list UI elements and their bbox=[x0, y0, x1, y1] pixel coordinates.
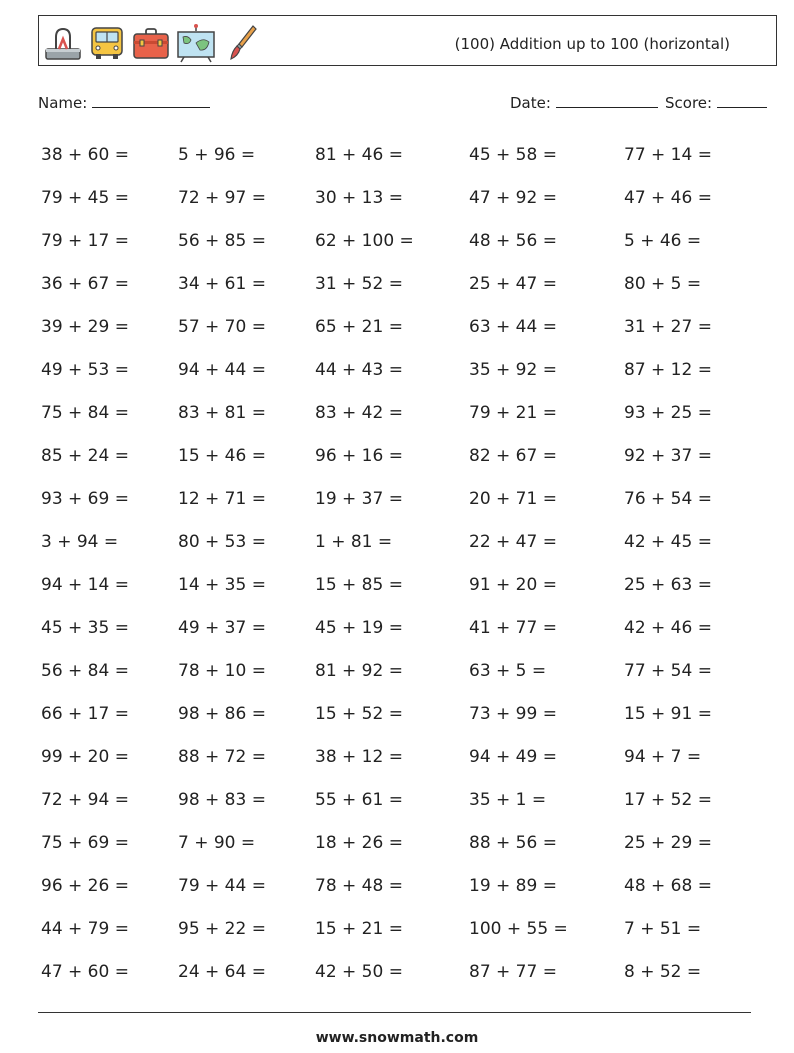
problem-item: 77 + 54 = bbox=[624, 660, 712, 681]
problem-item: 8 + 52 = bbox=[624, 961, 702, 982]
problem-item: 42 + 50 = bbox=[315, 961, 403, 982]
problem-item: 79 + 21 = bbox=[469, 402, 557, 423]
problem-item: 63 + 44 = bbox=[469, 316, 557, 337]
problem-item: 38 + 60 = bbox=[41, 144, 129, 165]
problem-item: 98 + 83 = bbox=[178, 789, 266, 810]
problem-item: 15 + 91 = bbox=[624, 703, 712, 724]
problem-item: 41 + 77 = bbox=[469, 617, 557, 638]
problem-row bbox=[41, 176, 724, 219]
problem-item: 15 + 52 = bbox=[315, 703, 403, 724]
problem-item: 94 + 14 = bbox=[41, 574, 129, 595]
problem-row bbox=[41, 305, 724, 348]
problem-item: 25 + 29 = bbox=[624, 832, 712, 853]
problem-item: 19 + 37 = bbox=[315, 488, 403, 509]
problem-item: 96 + 26 = bbox=[41, 875, 129, 896]
problem-item: 98 + 86 = bbox=[178, 703, 266, 724]
problem-item: 83 + 81 = bbox=[178, 402, 266, 423]
problem-item: 47 + 92 = bbox=[469, 187, 557, 208]
problem-item: 56 + 84 = bbox=[41, 660, 129, 681]
problem-item: 63 + 5 = bbox=[469, 660, 547, 681]
problem-item: 31 + 27 = bbox=[624, 316, 712, 337]
problem-row bbox=[41, 133, 724, 176]
paintbrush-icon bbox=[223, 23, 263, 63]
problem-row bbox=[41, 434, 724, 477]
problem-item: 82 + 67 = bbox=[469, 445, 557, 466]
problem-item: 45 + 58 = bbox=[469, 144, 557, 165]
score-blank[interactable] bbox=[717, 93, 767, 108]
problem-item: 81 + 92 = bbox=[315, 660, 403, 681]
problem-item: 92 + 37 = bbox=[624, 445, 712, 466]
date-label: Date: bbox=[510, 94, 551, 112]
problem-grid bbox=[41, 133, 724, 993]
problem-item: 19 + 89 = bbox=[469, 875, 557, 896]
problem-item: 81 + 46 = bbox=[315, 144, 403, 165]
problem-item: 80 + 5 = bbox=[624, 273, 702, 294]
footer-divider bbox=[38, 1012, 751, 1013]
date-blank[interactable] bbox=[556, 93, 658, 108]
problem-row bbox=[41, 520, 724, 563]
problem-item: 62 + 100 = bbox=[315, 230, 414, 251]
paper-clip-binder-icon bbox=[43, 23, 83, 63]
problem-item: 87 + 77 = bbox=[469, 961, 557, 982]
name-label: Name: bbox=[38, 94, 88, 112]
problem-item: 14 + 35 = bbox=[178, 574, 266, 595]
problem-item: 48 + 56 = bbox=[469, 230, 557, 251]
problem-item: 5 + 96 = bbox=[178, 144, 256, 165]
problem-item: 99 + 20 = bbox=[41, 746, 129, 767]
problem-item: 12 + 71 = bbox=[178, 488, 266, 509]
problem-row bbox=[41, 477, 724, 520]
problem-row bbox=[41, 563, 724, 606]
problem-item: 30 + 13 = bbox=[315, 187, 403, 208]
score-field bbox=[665, 93, 767, 112]
date-field bbox=[510, 93, 658, 112]
problem-item: 78 + 48 = bbox=[315, 875, 403, 896]
problem-item: 34 + 61 = bbox=[178, 273, 266, 294]
problem-item: 18 + 26 = bbox=[315, 832, 403, 853]
problem-item: 22 + 47 = bbox=[469, 531, 557, 552]
problem-row bbox=[41, 219, 724, 262]
problem-item: 80 + 53 = bbox=[178, 531, 266, 552]
name-blank[interactable] bbox=[92, 93, 210, 108]
problem-item: 47 + 46 = bbox=[624, 187, 712, 208]
problem-item: 44 + 79 = bbox=[41, 918, 129, 939]
problem-item: 44 + 43 = bbox=[315, 359, 403, 380]
worksheet-title: (100) Addition up to 100 (horizontal) bbox=[454, 35, 730, 53]
problem-item: 95 + 22 = bbox=[178, 918, 266, 939]
problem-item: 17 + 52 = bbox=[624, 789, 712, 810]
problem-row bbox=[41, 692, 724, 735]
problem-item: 72 + 97 = bbox=[178, 187, 266, 208]
map-board-icon bbox=[176, 23, 216, 63]
footer-url: www.snowmath.com bbox=[315, 1030, 479, 1046]
problem-item: 66 + 17 = bbox=[41, 703, 129, 724]
problem-row bbox=[41, 649, 724, 692]
problem-item: 42 + 45 = bbox=[624, 531, 712, 552]
briefcase-icon bbox=[131, 23, 171, 63]
problem-item: 100 + 55 = bbox=[469, 918, 568, 939]
problem-item: 93 + 25 = bbox=[624, 402, 712, 423]
problem-item: 75 + 84 = bbox=[41, 402, 129, 423]
problem-row bbox=[41, 735, 724, 778]
problem-item: 79 + 17 = bbox=[41, 230, 129, 251]
problem-item: 65 + 21 = bbox=[315, 316, 403, 337]
problem-item: 93 + 69 = bbox=[41, 488, 129, 509]
problem-item: 72 + 94 = bbox=[41, 789, 129, 810]
problem-item: 7 + 51 = bbox=[624, 918, 702, 939]
problem-item: 96 + 16 = bbox=[315, 445, 403, 466]
worksheet-header bbox=[38, 15, 777, 66]
problem-item: 88 + 72 = bbox=[178, 746, 266, 767]
problem-item: 49 + 53 = bbox=[41, 359, 129, 380]
problem-item: 15 + 46 = bbox=[178, 445, 266, 466]
problem-item: 45 + 19 = bbox=[315, 617, 403, 638]
problem-item: 31 + 52 = bbox=[315, 273, 403, 294]
problem-row bbox=[41, 606, 724, 649]
problem-item: 56 + 85 = bbox=[178, 230, 266, 251]
name-field bbox=[38, 93, 210, 112]
problem-row bbox=[41, 907, 724, 950]
school-bus-icon bbox=[87, 23, 127, 63]
problem-item: 79 + 44 = bbox=[178, 875, 266, 896]
problem-row bbox=[41, 348, 724, 391]
problem-row bbox=[41, 950, 724, 993]
problem-item: 49 + 37 = bbox=[178, 617, 266, 638]
problem-item: 15 + 21 = bbox=[315, 918, 403, 939]
problem-item: 94 + 44 = bbox=[178, 359, 266, 380]
problem-item: 55 + 61 = bbox=[315, 789, 403, 810]
problem-item: 91 + 20 = bbox=[469, 574, 557, 595]
problem-item: 25 + 63 = bbox=[624, 574, 712, 595]
problem-item: 1 + 81 = bbox=[315, 531, 393, 552]
problem-item: 20 + 71 = bbox=[469, 488, 557, 509]
problem-row bbox=[41, 864, 724, 907]
problem-item: 94 + 49 = bbox=[469, 746, 557, 767]
problem-row bbox=[41, 262, 724, 305]
problem-item: 85 + 24 = bbox=[41, 445, 129, 466]
problem-item: 83 + 42 = bbox=[315, 402, 403, 423]
problem-item: 15 + 85 = bbox=[315, 574, 403, 595]
problem-row bbox=[41, 778, 724, 821]
problem-item: 73 + 99 = bbox=[469, 703, 557, 724]
problem-item: 36 + 67 = bbox=[41, 273, 129, 294]
problem-item: 7 + 90 = bbox=[178, 832, 256, 853]
problem-item: 76 + 54 = bbox=[624, 488, 712, 509]
problem-item: 3 + 94 = bbox=[41, 531, 119, 552]
problem-item: 87 + 12 = bbox=[624, 359, 712, 380]
problem-item: 48 + 68 = bbox=[624, 875, 712, 896]
problem-item: 45 + 35 = bbox=[41, 617, 129, 638]
problem-row bbox=[41, 391, 724, 434]
problem-item: 24 + 64 = bbox=[178, 961, 266, 982]
problem-item: 42 + 46 = bbox=[624, 617, 712, 638]
problem-item: 57 + 70 = bbox=[178, 316, 266, 337]
problem-item: 35 + 92 = bbox=[469, 359, 557, 380]
problem-item: 39 + 29 = bbox=[41, 316, 129, 337]
score-label: Score: bbox=[665, 94, 713, 112]
problem-item: 88 + 56 = bbox=[469, 832, 557, 853]
problem-item: 5 + 46 = bbox=[624, 230, 702, 251]
problem-item: 94 + 7 = bbox=[624, 746, 702, 767]
problem-row bbox=[41, 821, 724, 864]
problem-item: 47 + 60 = bbox=[41, 961, 129, 982]
problem-item: 79 + 45 = bbox=[41, 187, 129, 208]
problem-item: 38 + 12 = bbox=[315, 746, 403, 767]
problem-item: 75 + 69 = bbox=[41, 832, 129, 853]
problem-item: 77 + 14 = bbox=[624, 144, 712, 165]
problem-item: 35 + 1 = bbox=[469, 789, 547, 810]
problem-item: 78 + 10 = bbox=[178, 660, 266, 681]
problem-item: 25 + 47 = bbox=[469, 273, 557, 294]
